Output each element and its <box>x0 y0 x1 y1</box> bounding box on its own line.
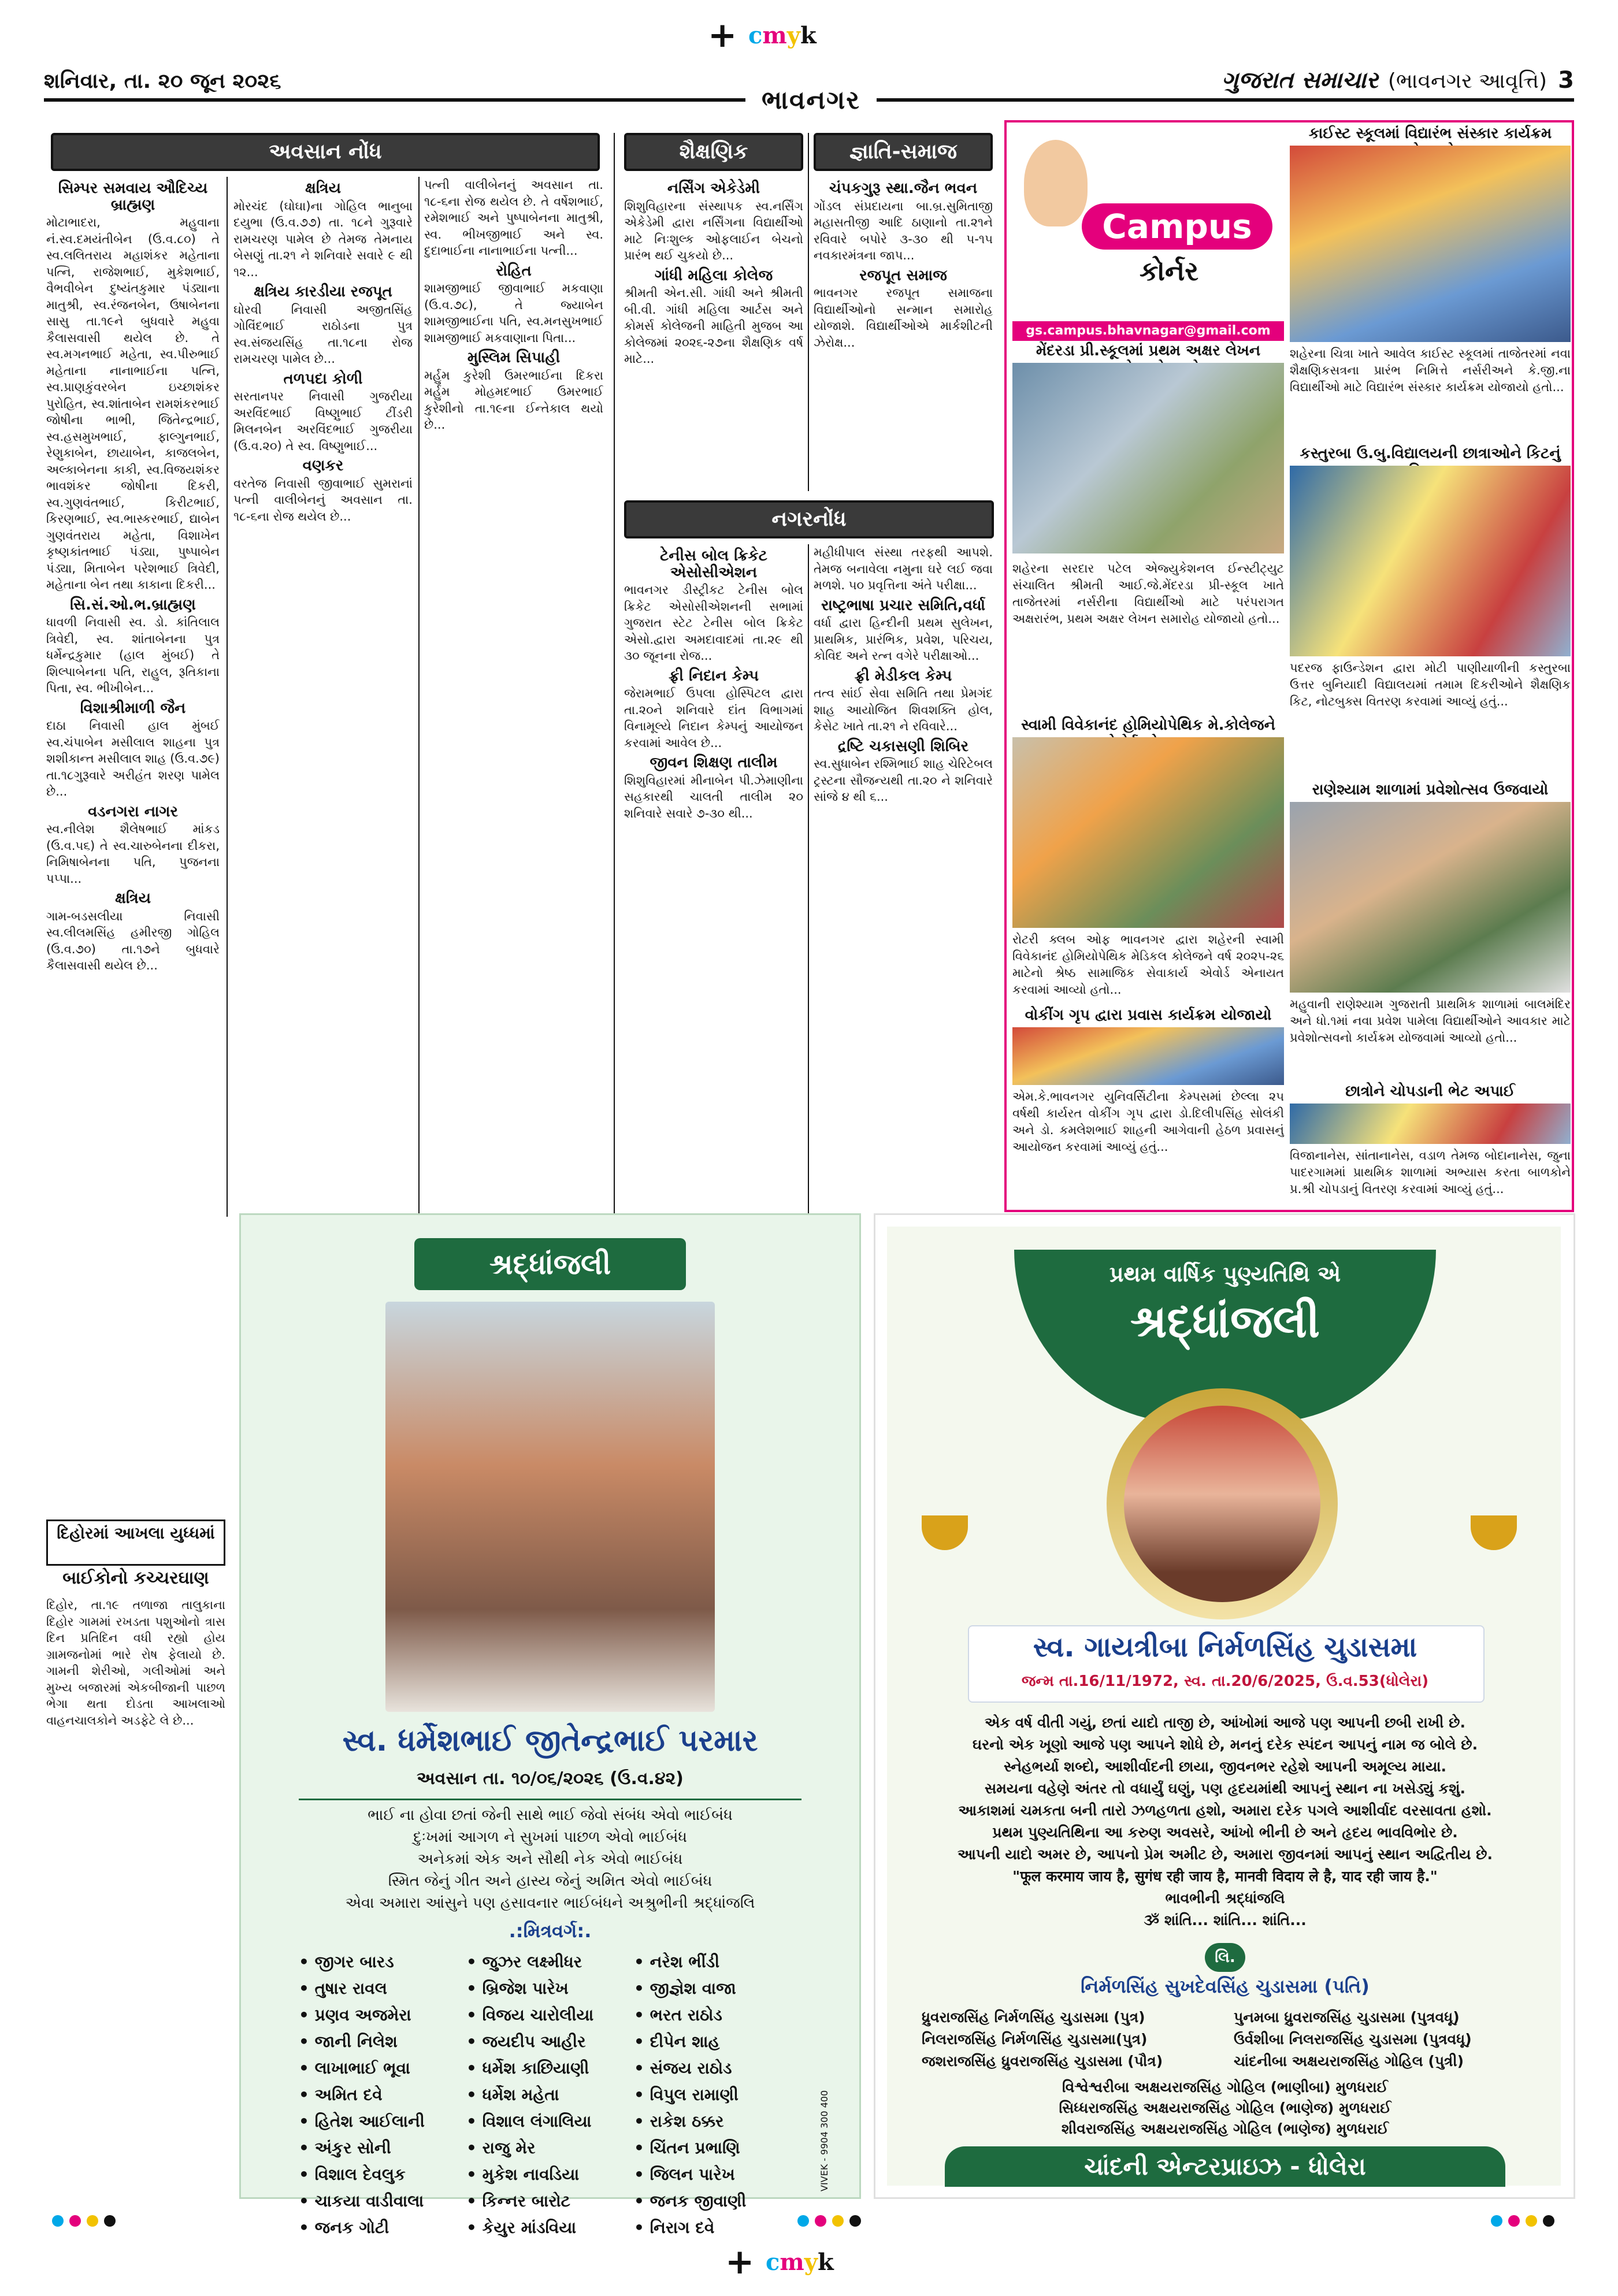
verse-line: અનેકમાં એક અને સૌથી નેક એવો ભાઈબંધ <box>417 1851 683 1868</box>
friend-name: • રાકેશ ઠક્કર <box>634 2112 724 2131</box>
campus-story-title: મેંદરડા પ્રી.સ્કૂલમાં પ્રથમ અક્ષર લેખન <box>1036 342 1261 359</box>
edu-head: નર્સિંગ એકેડેમી <box>667 180 760 197</box>
tribute-ad-1-name: સ્વ. ધર્મેશભાઈ જીતેન્દ્રભાઈ પરમાર <box>342 1723 758 1758</box>
city-text: જેરામભાઈ ઉપલા હોસ્પિટલ દ્વારા તા.૨૦ને શનિવારે દાંત વિભાગમાં વિનામૂલ્યે નિદાન કેમ્પનું આયોજન કરવામાં આવેલ છે... <box>624 686 803 750</box>
city-title: ભાવનગર <box>745 86 877 115</box>
color-dots-left <box>52 2215 121 2229</box>
city-text: શિશુવિહારમાં મીનાબેન પી.ઝેમાણીના સહકારથી ચાલતી તાલીમ ૨૦ શનિવારે સવારે ૭-૩૦ થી... <box>624 773 803 820</box>
cmyk-mark-bottom: cmyk <box>766 2249 834 2276</box>
family-member: નિલરાજસિંહ નિર્મળસિંહ ચુડાસમા(પુત્ર) <box>922 2031 1148 2048</box>
verse-line: સ્નેહભર્યા શબ્દો, આશીર્વાદની છાયા, જીવનભર રહેશે આપની અમૂલ્ય માયા. <box>1003 1758 1447 1775</box>
campus-story-photo <box>1012 1027 1284 1085</box>
friend-name: • નિરાગ દવે <box>634 2218 715 2237</box>
campus-story-title: વોકીંગ ગૃપ દ્વારા પ્રવાસ કાર્યક્રમ યોજાયો <box>1025 1006 1272 1024</box>
friend-name: • કેયુર માંડવિયા <box>466 2218 577 2237</box>
friends-row <box>299 2215 801 2241</box>
friend-name: • વિપુલ રામાણી <box>634 2085 739 2104</box>
verse-line: સ્મિત જેનું ગીત અને હાસ્ય જેનું અમિત એવો ભાઈબંધ <box>388 1873 712 1890</box>
campus-story-title: કાઈસ્ટ સ્કૂલમાં વિદ્યારંભ સંસ્કાર કાર્યક્રમ <box>1308 125 1552 142</box>
friends-row <box>299 2082 801 2108</box>
tribute-ad-1 <box>239 1213 861 2237</box>
friend-name: • મુકેશ નાવડિયા <box>466 2165 580 2184</box>
obit-text: સરતાનપર નિવાસી ગુજરીયા અરવિંદભાઈ વિષ્ણુભાઈ ટીંડરી મિલનબેન અરવિંદભાઈ ગુજરીયા (ઉ.વ.૨૦) તે સ્વ. વિષ્ણુભાઈ... <box>233 389 413 453</box>
bullfight-headline-box <box>46 1519 225 1566</box>
family-member: શીવરાજસિંહ અક્ષયરાજસિંહ ગોહિલ (ભાણેજ) મુળધરાઈ <box>1061 2120 1389 2137</box>
friends-row <box>299 2108 801 2135</box>
friend-name: • અમિત દવે <box>299 2085 383 2104</box>
community-text: ભાવનગર રજપૂત સમાજના વિદ્યાર્થીઓનો સન્માન સમારોહ યોજાશે. વિદ્યાર્થીઓએ માર્કશીટની ઝેરોક્ષ... <box>814 286 993 350</box>
friends-row <box>299 1949 801 1975</box>
city-text: વર્ધા દ્વારા હિન્દીની પ્રથમ સુલેખન, પ્રાથમિક, પ્રારંભિક, પ્રવેશ, પરિચય, કોવિદ અને રત્ન વગેરે પરીક્ષાઓ... <box>814 616 993 663</box>
friend-name: • જીગર બારડ <box>299 1952 394 1971</box>
family-member: સિધ્ધરાજસિંહ અક્ષયરાજસિંહ ગોહિલ (ભાણેજ) મુળધરાઈ <box>1059 2100 1391 2116</box>
verse-line: ભાવભીની શ્રદ્ધાંજલિ <box>1165 1890 1285 1907</box>
friends-row <box>299 2135 801 2161</box>
column-divider <box>808 544 809 1214</box>
obit-head: ક્ષત્રિય કારડીયા રજપૂત <box>254 283 392 300</box>
obit-head: ક્ષત્રિય <box>305 180 342 197</box>
verse-line: આકાશમાં ચમકતા બની તારો ઝળહળતા હશો, અમારા દરેક પગલે આશીર્વાદ વરસાવતા હશો. <box>958 1802 1492 1819</box>
obit-head: રોહિત <box>496 262 532 280</box>
tribute-ad-2 <box>874 1213 1575 2199</box>
cmyk-mark-top: cmyk <box>748 22 817 49</box>
community-text: ગોંડલ સંપ્રદાયના બા.બ્ર.સુમિતાજી મહાસતીજી આદિ ઠાણાનો તા.૨૧ને રવિવારે બપોરે ૩-૩૦ થી ૫-૧૫ નવકારમંત્રના જાપ... <box>814 199 993 262</box>
obit-text: દાઠા નિવાસી હાલ મુંબઈ સ્વ.ચંપાબેન મસીલાલ શાહના પુત્ર શશીકાન્ત મસીલાલ શાહ (ઉ.વ.૭૯) તા.૧૮ગુરૂવારે અરીહંત શરણ પામેલ છે... <box>46 719 220 798</box>
tribute-ad-2-portrait <box>1124 1406 1320 1602</box>
friend-name: • રાજુ મેર <box>466 2138 536 2157</box>
city-head: જીવન શિક્ષણ તાલીમ <box>650 754 778 771</box>
section-community-header: જ્ઞાતિ-સમાજ <box>814 133 993 171</box>
obit-head: વણકર <box>302 457 344 474</box>
tribute-ad-2-husband: નિર્મળસિંહ સુખદેવસિંહ ચુડાસમા (પતિ) <box>1081 1975 1370 1997</box>
tribute-ad-2-ribbon: પ્રથમ વાર્ષિક પુણ્યતિથિ એ <box>1109 1261 1341 1287</box>
friend-name: • ભરત રાઠોડ <box>634 2005 722 2024</box>
issue-date: શનિવાર, તા. ૨૦ જૂન ૨૦૨૬ <box>44 69 281 93</box>
family-list-bottom <box>910 2077 1540 2139</box>
tribute-ad-2-footer: ચાંદની એન્ટરપ્રાઇઝ - ધોલેરા <box>945 2146 1505 2187</box>
friend-name: • લાખાભાઈ ભૂવા <box>299 2059 410 2078</box>
campus-logo <box>1012 128 1284 319</box>
tribute-ad-1-portrait <box>385 1302 715 1712</box>
column-divider <box>418 177 420 1217</box>
community-column <box>814 177 993 489</box>
friend-name: • બ્રિજેશ પારેખ <box>466 1979 569 1998</box>
friend-name: • હિતેશ આઈલાની <box>299 2112 425 2131</box>
friend-name: • વિજય ચારોલીયા <box>466 2005 594 2024</box>
campus-story-photo <box>1290 1104 1571 1144</box>
obit-text: વરતેજ નિવાસી જીવાભાઈ સુમરાનાં પત્ની વાલીબેનનું અવસાન તા. ૧૮-૬ના રોજ થયેલ છે... <box>233 476 413 523</box>
tribute-ad-1-date: અવસાન તા. ૧૦/૦૬/૨૦૨૬ (ઉ.વ.૪૨) <box>417 1769 684 1789</box>
obit-text: ધાવળી નિવાસી સ્વ. ડો. કાંતિલાલ ત્રિવેદી, સ્વ. શાંતાબેનના પુત્ર ધર્મેન્દ્રકુમાર (હાલ મુંબઈ) તે શિલ્પાબેનના પતિ, રાહુલ, રૂતિકાના પિતા, સ્વ. ભીખીબેન... <box>46 615 220 695</box>
column-divider <box>808 133 809 491</box>
friends-row <box>299 2161 801 2188</box>
family-member: વિશ્વેશ્વરીબા અક્ષયરાજસિંહ ગોહિલ (ભાણીબા) મુળધરાઈ <box>1062 2079 1388 2096</box>
friend-name: • જનક ગોટી <box>299 2218 389 2237</box>
section-education-header: શૈક્ષણિક <box>624 133 803 171</box>
friend-name: • તુષાર રાવલ <box>299 1979 387 1998</box>
family-member: જશરાજસિંહ ધ્રુવરાજસિંહ ચુડાસમા (પૌત્ર) <box>922 2053 1163 2070</box>
obit-text: મોટાભાદરા, મહુવાના નં.સ્વ.દમયંતીબેન (ઉ.વ.૮૦) તે સ્વ.લલિતરાય મહાશંકર મહેતાના પત્નિ, રાજેશભાઈ, મુકેશભાઈ, વૈભવીબેન દુષ્યંતકુમાર પંડ્યાના માતુશ્રી, સ્વ.રંજનબેન, ઉષાબેનના સાસુ તા.૧૯ને બુધવારે મહુવા કૈલાસવાસી થયેલ છે. તે સ્વ.મગનભાઈ મહેતા, સ્વ.પીરુભાઈ મહેતાના નાનાભાઈના પત્નિ, સ્વ.પ્રાણકુંવરબેન ઇચ્છાશંકર પુરોહિત, સ્વ.શાંતાબેન રામશંકરભાઈ જોષીના ભાભી, જિતેન્દ્રભાઈ, સ્વ.હસમુખભાઈ, ફાલ્ગુનભાઈ, રેણુકાબેન, છાયાબેન, કાજલબેન, અલ્કાબેનના કાકી, સ્વ.વિજયશંકર ભાવશંકર જોષીના દિકરી, સ્વ.ગુણવંતભાઈ, કિરીટભાઈ, કિરણભાઈ, સ્વ.ભાસ્કરભાઈ, દ્યાબેન ગુણવંતરાય મહેતા, વિશાખેન કૃષ્ણકાંતભાઈ પંડ્યા, પુષ્પાબેન પંડ્યા, મિતાબેન પરેશભાઈ ત્રિવેદી, મહેતાના બેન તથા કાકાના દિકરી... <box>46 216 220 592</box>
obit-text: ગામ-બડસલીયા નિવાસી સ્વ.લીલમસિંહ હમીરજી ગોહિલ (ઉ.વ.૭૦) તા.૧૭ને બુધવારે કૈલાસવાસી થયેલ છે... <box>46 909 220 972</box>
friend-name: • કિન્નર બારોટ <box>466 2191 570 2210</box>
edu-head: ગાંધી મહિલા કોલેજ <box>654 266 773 284</box>
obit-text: મોરચંદ (ઘોઘા)ના ગોહિલ ભાનુબા દયુભા (ઉ.વ.૭૭) તા. ૧૮ને ગુરૂવારે રામચરણ પામેલ છે તેમજ તેમનાય બેસણું તા.૨૧ ને શનિવારે સવારે ૯ થી ૧૨... <box>233 199 413 279</box>
friends-title: .:મિત્રવર્ગ:. <box>509 1920 592 1942</box>
column-divider <box>614 133 615 1219</box>
verse-line: ઘરનો એક ખૂણો આજે પણ આપને શોધે છે, મનનું દરેક સ્પંદન આપનું નામ જ બોલે છે. <box>972 1736 1478 1753</box>
bullfight-story <box>46 1597 225 2175</box>
verse-line: "फूल करमाय जाय है, सुगंध रही जाय है, मानवी विदाय ले है, याद रही जाय है." <box>1012 1868 1438 1885</box>
community-head: રજપૂત સમાજ <box>859 266 947 284</box>
campus-story-title: છાત્રોને ચોપડાની ભેટ અપાઈ <box>1345 1083 1515 1100</box>
obit-head: મુસ્લિમ સિપાહી <box>467 349 561 366</box>
verse-line: ૐ શાંતિ... શાંતિ... શાંતિ... <box>1144 1912 1307 1929</box>
friend-name: • દીપેન શાહ <box>634 2032 720 2051</box>
friends-row <box>299 2028 801 2055</box>
campus-logo-subtitle: કોર્નર <box>1140 255 1199 287</box>
obit-head: ક્ષત્રિય <box>114 890 151 907</box>
campus-story-title: રાણેશ્યામ શાળામાં પ્રવેશોત્સવ ઉજવાયો <box>1312 781 1549 798</box>
verse-line: ભાઈ ના હોવા છતાં જેની સાથે ભાઈ જેવો સંબંધ એવો ભાઈબંધ <box>368 1807 733 1824</box>
obit-head: વિશાશ્રીમાળી જૈન <box>80 699 186 717</box>
family-list-left <box>922 2007 1222 2072</box>
campus-story-title: કસ્તુરબા ઉ.બુ.વિદ્યાલયની છાત્રાઓને કિટનું <box>1300 445 1561 462</box>
masthead <box>1222 67 1574 94</box>
campus-story-photo <box>1012 737 1284 928</box>
campus-email[interactable]: gs.campus.bhavnagar@gmail.com <box>1012 321 1284 341</box>
friend-name: • નરેશ ભીંડી <box>634 1952 720 1971</box>
city-text: તત્વ સાંઈ સેવા સમિતિ તથા પ્રેમગંદ શાહ આયોજિત શિવશક્તિ હોલ, કેસેટ ખાતે તા.૨૧ ને રવિવારે... <box>814 686 993 733</box>
tribute-ad-2-verse <box>910 1712 1540 1931</box>
ad-designer-credit: VIVEK - 9904 300 400 <box>819 2090 830 2191</box>
friend-name: • જિલન પારેખ <box>634 2165 735 2184</box>
friends-row <box>299 2188 801 2215</box>
color-dots-center <box>797 2215 867 2229</box>
campus-story-photo <box>1290 802 1571 993</box>
friend-name: • સંજય રાઠોડ <box>634 2059 732 2078</box>
campus-story-text: મહુવાની રાણેશ્યામ ગુજરાતી પ્રાથમિક શાળામાં બાલમંદિર અને ધો.૧માં નવા પ્રવેશ પામેલા વિદ્યાર્થીઓને આવકાર માટે પ્રવેશોત્સવનો કાર્યક્રમ યોજવામાં આવ્યો હતો... <box>1290 997 1571 1045</box>
friend-name: • પ્રણવ અજમેરા <box>299 2005 411 2024</box>
friend-name: • ધર્મેશ મહેતા <box>466 2085 559 2104</box>
obit-text: મર્હુમ કુરેશી ઉમરભાઈના દિકરા મર્હુમ મોહમદભાઈ ઉમરભાઈ કુરેશીનો તા.૧૯ના ઈન્તેકાલ થયો છે... <box>424 368 603 432</box>
friend-name: • જીજ્ઞેશ વાજા <box>634 1979 736 1998</box>
city-head: દ્રષ્ટિ ચકાસણી શિબિર <box>837 737 969 755</box>
obit-head: સિ.સં.ઓ.ભ.બ્રાહ્મણ <box>70 596 196 614</box>
edu-text: શ્રીમતી એન.સી. ગાંધી અને શ્રીમતી બી.વી. ગાંધી મહિલા આર્ટસ અને કોમર્સ કોલેજની માહિતી મુજબ આ કોલેજમાં ૨૦૨૬-૨૭ના શૈક્ષણિક વર્ષ માટે... <box>624 286 803 366</box>
obit-head: વડનગરા નાગર <box>88 803 178 820</box>
column-divider <box>227 177 228 1217</box>
city-text: મહીધીપાલ સંસ્થા તરફથી આપશે. તેમજ બનાવેલા નમુના ઘરે લઈ જવા મળશે. ૫૦ પ્રવૃત્તિના અંતે પરીક્ષા... <box>814 545 993 592</box>
tribute-ad-2-dates: જન્મ તા.16/11/1972, સ્વ. તા.20/6/2025, ઉ.વ.53(ધોલેરા) <box>1021 1673 1429 1690</box>
family-member: ચાંદનીબા અક્ષયરાજસિંહ ગોહિલ (પુત્રી) <box>1234 2053 1464 2070</box>
obit-head: સિમ્પર સમવાય ઔદિચ્ય બ્રાહ્મણ <box>58 180 208 214</box>
friend-name: • જાની નિલેશ <box>299 2032 398 2051</box>
campus-story-text: શહેરના ચિત્રા ખાતે આવેલ કાઈસ્ટ સ્કૂલમાં તાજેતરમાં નવા શૈક્ષણિકસત્રના પ્રારંભ નિમિત્તે નર્સરીઅને કે.જી.ના વિદ્યાર્થીઓ માટે વિદ્યારંભ સંસ્કાર કાર્યક્રમ યોજાયો હતો... <box>1290 347 1571 394</box>
friend-name: • ધર્મેશ કાછિયાણી <box>466 2059 589 2078</box>
tribute-ad-2-name: સ્વ. ગાયત્રીબા નિર્મળસિંહ ચુડાસમા <box>1033 1631 1417 1663</box>
obit-text: શામજીભાઈ જીવાભાઈ મકવાણા (ઉ.વ.૭૮), તે જ્યાબેન શામજીભાઈના પતિ, સ્વ.મનસુખભાઈ શામજીભાઈ મકવાણાના પિતા... <box>424 281 603 345</box>
obituary-column-1 <box>46 177 220 1506</box>
obit-text: ઘોરવી નિવાસી અજીતસિંહ ગોવિંદભાઈ રાઠોડના પુત્ર સ્વ.સંજયસિંહ તા.૧૮ના રોજ રામચરણ પામેલ છે... <box>233 302 413 366</box>
edition-label: (ભાવનગર આવૃત્તિ) <box>1387 69 1548 93</box>
friend-name: • વિશાલ લંગાલિયા <box>466 2112 592 2131</box>
friends-list <box>299 1949 801 2241</box>
family-member: પુનમબા ધ્રુવરાજસિંહ ચુડાસમા (પુત્રવધૂ) <box>1234 2009 1460 2026</box>
bullfight-text: દિહોર, તા.૧૯ તળાજા તાલુકાના દિહોર ગામમાં રખડતા પશુઓનો ત્રાસ દિન પ્રતિદિન વધી રહ્યો હોય ગ્રામજનોમાં ભારે રોષ ફેલાયો છે. ગામની શેરીઓ, ગલીઓમાં અને મુખ્ય બજારમાં એકબીજાની પાછળ ભેગા થતા દોડતા આખલાઓ વાહનચાલકોને અડફેટે લે છે... <box>46 1598 225 1727</box>
registration-plus-top: + <box>708 15 737 55</box>
obit-text: પત્ની વાલીબેનનું અવસાન તા. ૧૮-૬ના રોજ થયેલ છે. તે વર્ષેશભાઈ, રમેશભાઈ અને પુષ્પાબેનના માતુશ્રી, સ્વ. ભીખજીભાઈ અને સ્વ. દુદાભાઈના નાનાભાઈના પત્ની... <box>424 178 603 258</box>
family-list-right <box>1234 2007 1546 2072</box>
bullfight-headline-1: દિહોરમાં આખલા યુધ્ધમાં <box>57 1524 215 1543</box>
friend-name: • જનક જીવાણી <box>634 2191 747 2210</box>
campus-story-photo <box>1290 146 1571 342</box>
campus-story-text: પદરજ ફાઉન્ડેશન દ્વારા મોટી પાણીયાળીની કસ્તુરબા ઉત્તર બુનિયાદી વિદ્યાલયમાં તમામ દિકરીઓને શૈક્ષણિક કિટ, નોટબુક્સ વિતરણ કરવામાં આવ્યું હતું... <box>1290 661 1571 708</box>
city-text: ભાવનગર ડીસ્ટ્રીકટ ટેનીસ બોલ ક્રિકેટ એસોસીએશનની સભામાં ગુજરાત સ્ટેટ ટેનીસ બોલ ક્રિકેટ એસો.દ્વારા અમદાવાદમાં તા.૨૯ થી ૩૦ જૂનના રોજ... <box>624 583 803 663</box>
tribute-ad-2-li: લિ. <box>1205 1943 1245 1972</box>
edu-text: શિશુવિહારના સંસ્થાપક સ્વ.નર્સિંગ એકેડેમી દ્વારા નર્સિંગના વિદ્યાર્થીઓ માટે નિઃશુલ્ક ઓફલાઈન બેચનો પ્રારંભ થઈ ચુકયો છે... <box>624 199 803 262</box>
city-head: ટેનીસ બોલ ક્રિકેટ એસોસીએશન <box>660 547 767 581</box>
verse-line: સમયના વહેણે અંતર તો વધાર્યું ઘણું, પણ હૃદયમાંથી આપનું સ્થાન ના ખસેડ્યું કશું. <box>985 1780 1465 1797</box>
verse-line: આપની યાદો અમર છે, આપનો પ્રેમ અમીટ છે, અમારા જીવનમાં આપનું સ્થાન અદ્વિતીય છે. <box>957 1846 1493 1863</box>
friends-row <box>299 2055 801 2082</box>
campus-story-text: શહેરના સરદાર પટેલ એજ્યુકેશનલ ઈન્સ્ટીટ્યુટ સંચાલિત શ્રીમતી આઈ.જે.મેંદરડા પ્રી-સ્કૂલ ખાતે તાજેતરમાં નર્સરીના વિદ્યાર્થીઓ માટે પરંપરાગત અક્ષરારંભ, પ્રથમ અક્ષર લેખન સમારોહ યોજાયો હતો... <box>1012 562 1284 626</box>
campus-story-text: એમ.કે.ભાવનગર યુનિવર્સિટીના કેમ્પસમાં છેલ્લા ૨૫ વર્ષથી કાર્યરત વોકીંગ ગૃપ દ્વારા ડો.દિલીપસિંહ સોલંકી અને ડો. કમલેશભાઈ શાહની આગેવાની હેઠળ પ્રવાસનું આયોજન કરવામાં આવ્યું હતું... <box>1012 1090 1284 1154</box>
city-head: ફ્રી મેડીકલ કેમ્પ <box>854 667 952 685</box>
paper-name: ગુજરાત સમાચાર <box>1221 67 1378 94</box>
tribute-ad-1-heading: શ્રદ્ધાંજલી <box>414 1238 686 1290</box>
obit-head: તળપદા કોળી <box>283 370 363 388</box>
bullfight-headline-2: બાઈકોનો કચ્ચરઘાણ <box>62 1568 209 1588</box>
city-head: ફ્રી નિદાન કેમ્પ <box>668 667 759 685</box>
citynotes-column-1 <box>624 544 803 1209</box>
friend-name: • વિશાલ દેવલુક <box>299 2165 406 2184</box>
friend-name: • ચિંતન પ્રભાણિ <box>634 2138 740 2157</box>
community-head: ચંપકગુરૂ સ્થા.જૈન ભવન <box>829 180 978 197</box>
page-number: 3 <box>1558 67 1574 94</box>
campus-story-photo <box>1012 363 1284 553</box>
campus-story-title: સ્વામી વિવેકાનંદ હોમિયોપેથિક મે.કોલેજને <box>1020 716 1276 734</box>
verse-line: એક વર્ષ વીતી ગયું, છતાં યાદો તાજી છે, આંખોમાં આજે પણ આપની છબી રાખી છે. <box>985 1714 1465 1731</box>
registration-plus-bottom: + <box>725 2242 755 2282</box>
tribute-ad-2-heading: શ્રદ્ધાંજલી <box>1130 1296 1320 1348</box>
campus-story-photo <box>1290 466 1571 656</box>
obit-text: સ્વ.નીલેશ શૈલેષભાઈ માંકડ (ઉ.વ.૫૬) તે સ્વ.ચારુબેનના દીકરા, નિમિષાબેનના પતિ, પુજનના પપ્પા... <box>46 822 220 886</box>
family-member: ઉર્વશીબા નિલરાજસિંહ ચુડાસમા (પુત્રવધૂ) <box>1234 2031 1472 2048</box>
friends-row <box>299 2002 801 2028</box>
campus-story-text: વિજાનાનેસ, સાંતાનાનેસ, વડાળ તેમજ બોદાનાનેસ, જુના પાદરગામમાં પ્રાથમિક શાળામાં અભ્યાસ કરતા બાળકોને પ્ર.શ્રી ચોપડાનું વિતરણ કરવામાં આવ્યું હતું... <box>1290 1149 1571 1196</box>
section-citynotes-header: નગરનોંધ <box>624 500 994 538</box>
verse-line: દુઃખમાં આગળ ને સુખમાં પાછળ એવો ભાઈબંધ <box>413 1829 687 1846</box>
campus-logo-text: Campus <box>1082 203 1272 250</box>
color-dots-right <box>1491 2215 1560 2229</box>
obituary-column-3 <box>424 177 603 1211</box>
citynotes-column-2 <box>814 544 993 1209</box>
family-member: ધ્રુવરાજસિંહ નિર્મળસિંહ ચુડાસમા (પુત્ર) <box>922 2009 1145 2026</box>
verse-line: એવા અમારા આંસુને પણ હસાવનાર ભાઈબંધને અશ્રુભીની શ્રદ્ધાંજલિ <box>345 1894 755 1912</box>
city-head: રાષ્ટ્રભાષા પ્રચાર સમિતિ,વર્ધા <box>821 596 985 614</box>
education-column <box>624 177 803 489</box>
tribute-ad-1-verse <box>276 1804 825 1914</box>
verse-line: પ્રથમ પુણ્યતિથિના આ કરુણ અવસરે, આંખો ભીની છે અને હૃદય ભાવવિભોર છે. <box>992 1824 1458 1841</box>
tribute-ad-1-divider <box>299 1799 801 1800</box>
friends-row <box>299 1975 801 2002</box>
campus-mascot-icon <box>1024 140 1088 226</box>
friend-name: • ચાકયા વાડીવાલા <box>299 2191 424 2210</box>
obituary-column-2 <box>233 177 413 1211</box>
friend-name: • અંકુર સોની <box>299 2138 391 2157</box>
section-obituary-header: અવસાન નોંધ <box>51 133 600 171</box>
friend-name: • જુઝર લક્ષ્મીધર <box>466 1952 582 1971</box>
friend-name: • જયદીપ આહીર <box>466 2032 586 2051</box>
campus-story-text: રોટરી ક્લબ ઓફ ભાવનગર દ્વારા શહેરની સ્વામી વિવેકાનંદ હોમિયોપેથિક મેડિકલ કોલેજને વર્ષ ૨૦૨૫-૨૬ માટેનો શ્રેષ્ઠ સામાજિક સેવાકાર્ય એવોર્ડ એનાયત કરવામાં આવ્યો હતો... <box>1012 932 1284 997</box>
city-text: સ્વ.સુધાબેન રશ્મિભાઈ શાહ ચેરિટેબલ ટ્રસ્ટના સૌજન્યથી તા.૨૦ ને શનિવારે સાંજે ૪ થી ૬... <box>814 757 993 804</box>
